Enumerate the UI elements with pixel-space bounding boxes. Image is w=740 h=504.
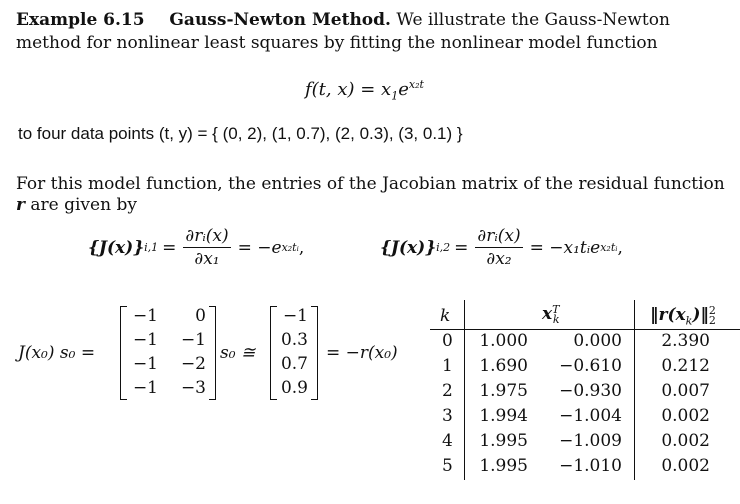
- matrix-cell: −1: [132, 378, 158, 398]
- row-norm: 0.002: [661, 406, 710, 426]
- jac1-rhs: = −e: [237, 237, 282, 258]
- model-base: e: [398, 79, 409, 100]
- jac1-num: ∂rᵢ(x): [185, 226, 229, 246]
- row-x1: 1.690: [479, 356, 528, 376]
- row-x1: 1.995: [479, 431, 528, 451]
- jac2-lhs: {J(x)}: [380, 237, 437, 258]
- linear-system-rhs: = −r(x₀): [326, 343, 398, 363]
- row-norm: 2.390: [661, 331, 710, 351]
- header-norm-sub: k: [685, 314, 693, 328]
- header-norm-close: )‖: [692, 305, 709, 325]
- s0-symbol: s₀ ≅: [220, 343, 256, 363]
- jac2-fraction: [475, 226, 522, 269]
- jacobian-matrix: [120, 306, 216, 400]
- header-xk-symbol: x: [542, 304, 553, 324]
- row-x1: 1.994: [479, 406, 528, 426]
- jacobian-eq-1: {J(x)} i,1 = $\frac{\text{∂rᵢ(x)}}{\text{∂x₁}}$ = −e x₂tᵢ ,: [88, 226, 305, 269]
- jac1-sub: i,1: [144, 241, 159, 254]
- vector-left-bracket: [270, 306, 277, 400]
- row-x2: −0.930: [559, 381, 622, 401]
- example-heading-line: [16, 9, 670, 31]
- table-vline-norm: [634, 300, 635, 480]
- jac1-rhs-exp: x₂tᵢ: [281, 241, 299, 254]
- row-x1: 1.995: [479, 456, 528, 476]
- jacobian-text-rest: are given by: [30, 195, 137, 215]
- vector-cell: 0.7: [280, 354, 308, 374]
- jacobian-eq-2: {J(x)} i,2 = $\frac{\text{∂rᵢ(x)}}{\text{∂x₂}}$ = −x₁tᵢe x₂tᵢ ,: [380, 226, 623, 269]
- vector-cell: 0.3: [280, 330, 308, 350]
- row-norm: 0.212: [661, 356, 710, 376]
- jac2-den: ∂x₂: [486, 249, 512, 269]
- row-norm: 0.002: [661, 431, 710, 451]
- header-xk: [542, 304, 559, 325]
- row-norm: 0.007: [661, 381, 710, 401]
- matrix-cell: −1: [132, 354, 158, 374]
- row-x2: −1.010: [559, 456, 622, 476]
- table-vline-k: [464, 300, 465, 480]
- example-title: Gauss-Newton Method.: [169, 10, 391, 30]
- matrix-cell: −1: [132, 330, 158, 350]
- row-x2: −0.610: [559, 356, 622, 376]
- jac2-sub: i,2: [436, 241, 451, 254]
- vector-cell: 0.9: [280, 378, 308, 398]
- vector-right-bracket: [311, 306, 318, 400]
- row-k: 3: [442, 406, 453, 426]
- row-x2: 0.000: [573, 331, 622, 351]
- example-label: Example 6.15: [16, 10, 145, 30]
- matrix-right-bracket: [209, 306, 216, 400]
- row-norm: 0.002: [661, 456, 710, 476]
- row-x2: −1.009: [559, 431, 622, 451]
- jac2-trail: ,: [617, 237, 623, 258]
- header-norm-sub2: 2: [708, 313, 716, 327]
- jac1-trail: ,: [298, 237, 305, 258]
- row-k: 4: [442, 431, 453, 451]
- iteration-table: [430, 300, 740, 490]
- row-k: 0: [442, 331, 453, 351]
- matrix-cell: −1: [132, 306, 158, 326]
- model-exp: x₂t: [408, 78, 424, 91]
- jac2-rhs-exp: x₂tᵢ: [600, 241, 618, 254]
- row-k: 2: [442, 381, 453, 401]
- table-header-rule: [430, 329, 740, 330]
- jacobian-text-line1: For this model function, the entries of the Jacobian matrix of the residual function: [16, 174, 725, 194]
- rhs-vector: [270, 306, 318, 400]
- matrix-cell: −2: [180, 354, 206, 374]
- matrix-left-bracket: [120, 306, 127, 400]
- model-lhs: f(t, x) = x: [305, 79, 392, 100]
- linear-system-lhs: J(x₀) s₀ =: [18, 343, 96, 363]
- example-intro-line2: method for nonlinear least squares by fitting the nonlinear model function: [16, 33, 658, 53]
- jacobian-text-line2: [16, 194, 137, 216]
- header-k: k: [440, 306, 451, 326]
- jac2-num: ∂rᵢ(x): [477, 226, 521, 246]
- jac1-fraction: [183, 226, 230, 269]
- header-norm: [650, 305, 716, 327]
- residual-var: r: [16, 195, 25, 215]
- header-norm-open: ‖r(x: [650, 305, 686, 325]
- header-xk-sub: k: [552, 312, 560, 326]
- header-norm-sup: 2: [708, 303, 716, 317]
- data-points-line: to four data points (t, y) = { (0, 2), (1, 0.7), (2, 0.3), (3, 0.1) }: [18, 124, 463, 143]
- row-x2: −1.004: [559, 406, 622, 426]
- row-x1: 1.975: [479, 381, 528, 401]
- jac2-rhs: = −x₁tᵢe: [529, 237, 601, 258]
- header-xk-sup: T: [552, 302, 560, 316]
- jac1-den: ∂x₁: [194, 249, 220, 269]
- row-k: 5: [442, 456, 453, 476]
- row-x1: 1.000: [479, 331, 528, 351]
- model-equation: [305, 78, 424, 103]
- matrix-cell: −1: [180, 330, 206, 350]
- model-sub: 1: [391, 89, 399, 103]
- row-k: 1: [442, 356, 453, 376]
- example-intro: We illustrate the Gauss-Newton: [396, 10, 670, 30]
- vector-cell: −1: [282, 306, 308, 326]
- jac1-lhs: {J(x)}: [88, 237, 145, 258]
- matrix-cell: 0: [195, 306, 206, 326]
- matrix-cell: −3: [180, 378, 206, 398]
